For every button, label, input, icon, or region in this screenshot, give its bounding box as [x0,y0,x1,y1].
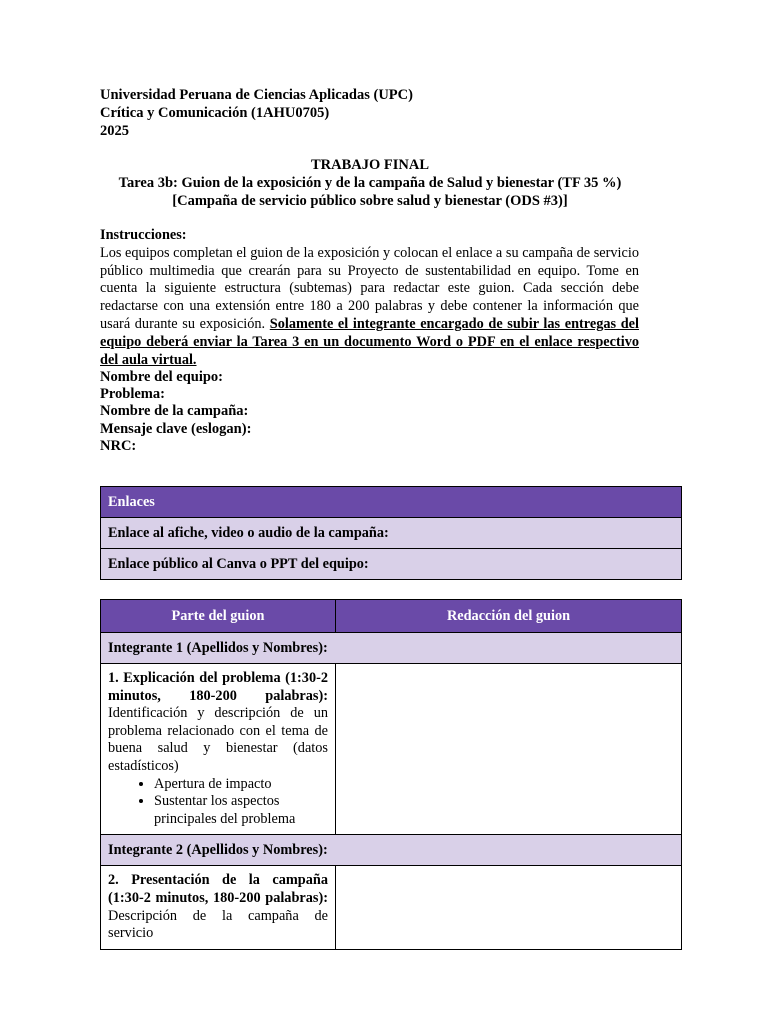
document-header [100,86,413,140]
instructions-heading: Instrucciones: [100,227,187,243]
team-name-label: Nombre del equipo: [100,369,223,385]
section-1-description [101,664,336,835]
list-item: • Apertura de impacto [154,776,328,794]
section-2-text: Descripción de la campaña de servicio [108,907,328,942]
campaign-link-row[interactable]: Enlace al afiche, video o audio de la campaña: [101,518,682,549]
document-title [100,156,640,210]
section-2-writing-cell[interactable] [336,866,682,949]
column-header-writing: Redacción del guion [336,600,682,633]
member-2-row[interactable]: Integrante 2 (Apellidos y Nombres): [101,835,682,866]
title-task: Tarea 3b: Guion de la exposición y de la campaña de Salud y bienestar (TF 35 %) [118,175,622,191]
script-table [100,599,682,950]
instructions-text: Los equipos completan el guion de la exposición y colocan el enlace a su campaña de servicio público multimedia que crearán para su Proyecto de sustentabilidad en equipo. Tome en cuenta la siguiente estructura (subtemas) para redactar este guion. Cada sección debe redactarse con una extensión entre 180 a 200 palabras y debe contener la información que usará durante su exposición. [100,244,639,332]
slogan-label: Mensaje clave (eslogan): [100,420,252,437]
section-1-title: 1. Explicación del problema (1:30-2 minutos, 180-200 palabras): [108,670,328,704]
links-table [100,486,682,580]
campaign-name-label: Nombre de la campaña: [100,403,249,420]
canva-link-row[interactable]: Enlace público al Canva o PPT del equipo: [101,549,682,580]
section-2-title: 2. Presentación de la campaña (1:30-2 minutos, 180-200 palabras): [108,872,328,906]
list-item: • Sustentar los aspectos principales del problema [154,793,328,828]
column-header-part: Parte del guion [101,600,336,633]
nrc-label: NRC: [100,437,137,454]
team-fields [100,369,251,455]
section-1-writing-cell[interactable] [336,664,682,835]
links-table-header: Enlaces [101,487,682,518]
instructions-emphasis: Solamente el integrante encargado de subir las entregas del equipo deberá enviar la Tarea 3 en un documento Word o PDF en el enlace respectivo del aula virtual. [100,315,639,368]
problem-label: Problema: [100,386,165,403]
section-1-text: Identificación y descripción de un problema relacionado con el tema de buena salud y bienestar (datos estadísticos) [108,705,328,774]
course-name: Crítica y Comunicación (1AHU0705) [100,105,330,121]
title-main: TRABAJO FINAL [310,157,430,173]
member-1-row[interactable]: Integrante 1 (Apellidos y Nombres): [101,633,682,664]
title-campaign: [Campaña de servicio público sobre salud y bienestar (ODS #3)] [172,193,568,209]
instructions-section [100,227,639,369]
university-name: Universidad Peruana de Ciencias Aplicadas (UPC) [100,87,413,103]
section-2-description [101,866,336,949]
year: 2025 [100,123,129,139]
section-1-bullets [108,776,328,829]
instructions-body [100,245,639,370]
